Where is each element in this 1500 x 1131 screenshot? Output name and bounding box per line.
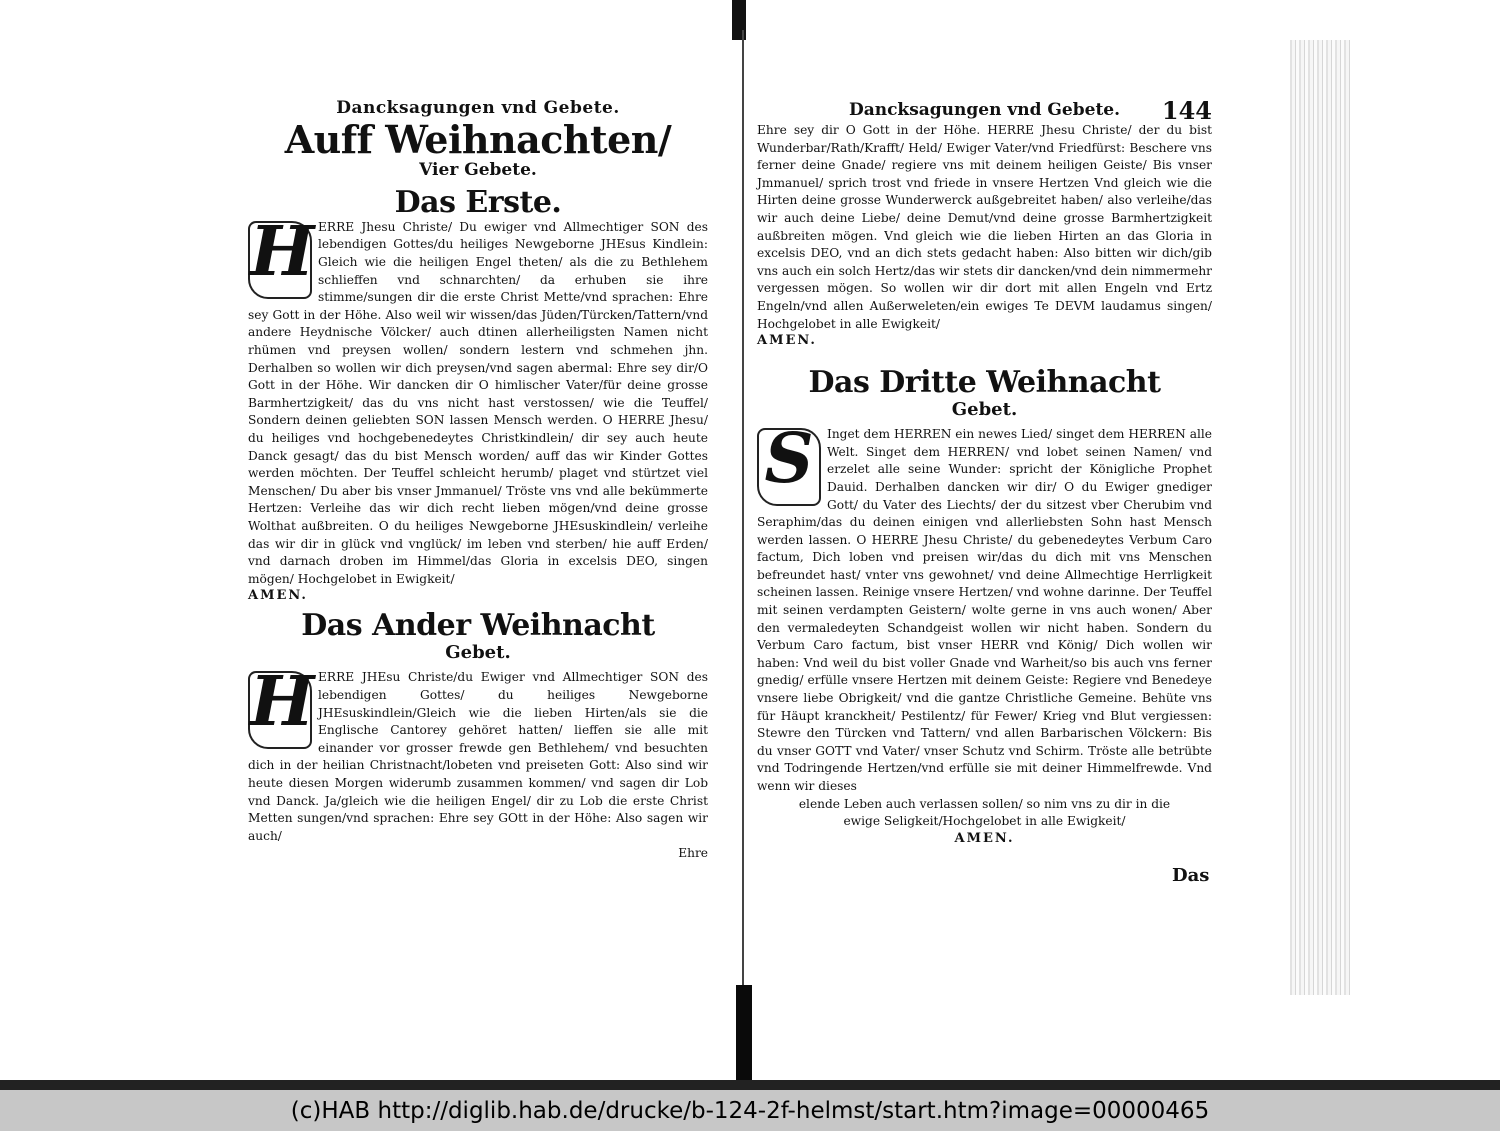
dropcap-initial: H <box>248 221 312 299</box>
closing-line: elende Leben auch verlassen sollen/ so nim vns zu dir in die <box>798 796 1171 811</box>
prayer-subheading: Gebet. <box>445 642 511 664</box>
dropcap-initial: S <box>757 428 821 506</box>
amen: AMEN. <box>954 830 1015 846</box>
catchword: Das <box>1172 865 1210 886</box>
left-page <box>248 98 708 863</box>
prayer-heading: Das Dritte Weihnacht <box>808 365 1161 401</box>
page-number: 144 <box>1161 96 1212 125</box>
prayer-text <box>757 419 1212 795</box>
closing-line: ewige Seligkeit/Hochgelobet in alle Ewigkeit/ <box>843 814 1126 829</box>
right-page <box>757 96 1212 846</box>
prayer-heading: Das Erste. <box>394 184 562 220</box>
running-head-row <box>757 96 1212 125</box>
prayer-heading: Das Ander Weihnacht <box>301 608 655 644</box>
prayer-body: Inget dem HERREN ein newes Lied/ singet dem HERREN alle Welt. Singet dem HERREN/ vnd lobet seinen Namen/ vnd erzelet alle seine Wunder: spricht der Königliche Prophet Dauid. Derhalben dancken wir dir/ O du Ewiger gnediger Gott/ du Vater des Liechts/ der du sitzest vber Cherubim vnd Seraphim/das du deinen einigen vnd allerliebsten Sohn hast Mensch werden lassen. O HERRE Jhesu Christe/ du gebenedeytes Verbum Caro factum, Dich loben vnd preisen wir/das du dich mit vns Menschen befreundet hast/ vnter vns gewohnet/ vnd deine Allmechtige Herrligkeit scheinen lassen. Reinige vnsere Hertzen/ vnd wohne darinne. Der Teuffel mit seinen verdampten Geistern/ wolte gerne in vns auch wonen/ Aber den vermaledeyten Schandgeist wollen wir nicht haben. Sondern du Verbum Caro factum, bist vnser HERR vnd König/ Dich wollen wir haben: Vnd weil du bist voller Gnade vnd Warheit/so bis auch vns ferner gnedig/ erfülle vnsere Hertzen mit deinem Geiste: Regiere vnd Benedeye vnsere liebe Obrigkeit/ vnd die gantze Christliche Gemeine. Behüte vns für Häupt kranckheit/ Pestilentz/ für Fewer/ Krieg vnd Blut vergiessen: Stewre den Türcken vnd Tattern/ vnd allen Barbarischen Völckern: Bis du vnser GOTT vnd Vater/ vnser Schutz vnd Schirm. Tröste alle betrübte vnd Todringende Hertzen/vnd erfülle sie mit deiner Himmelfrewde. Vnd wenn wir dieses <box>757 427 1212 793</box>
amen: AMEN. <box>248 588 308 604</box>
amen: AMEN. <box>757 333 817 349</box>
copyright-caption: (c)HAB http://diglib.hab.de/drucke/b-124-2f-helmst/start.htm?image=00000465 <box>290 1097 1210 1124</box>
scan-bottom-edge <box>0 1080 1500 1090</box>
prayer-text <box>248 211 708 588</box>
copyright-caption-bar <box>0 1090 1500 1131</box>
prayer-body: ERRE JHEsu Christe/du Ewiger vnd Allmechtiger SON des lebendigen Gottes/ du heiliges Newgeborne JHEsuskindlein/Gleich wie die lieben Hirten/als sie die Englische Cantorey gehöret hatten/ lieffen sie alle mit einander vor grosser frewde gen Bethlehem/ vnd besuchten dich in der heilian Christnacht/lobeten vnd preiseten Gott: Also sind wir heute diesen Morgen widerumb zusammen kommen/ vnd sagen dir Lob vnd Danck. Ja/gleich wie die heiligen Engel/ dir zu Lob die erste Christ Metten sungen/vnd sprachen: Ehre sey GOtt in der Höhe: Also sagen wir auch/ <box>248 670 708 843</box>
running-head: Dancksagungen vnd Gebete. <box>848 100 1121 120</box>
running-head: Dancksagungen vnd Gebete. <box>336 98 620 118</box>
catchword: Ehre <box>678 846 708 861</box>
gutter-bottom-mark <box>736 985 752 1080</box>
book-gutter <box>742 30 744 1020</box>
sub-title: Vier Gebete. <box>419 159 537 180</box>
page-edge-texture <box>1290 40 1350 995</box>
main-title: Auff Weihnachten/ <box>284 117 672 162</box>
prayer-text <box>248 662 708 845</box>
prayer-continuation: Ehre sey dir O Gott in der Höhe. HERRE Jhesu Christe/ der du bist Wunderbar/Rath/Krafft/ Held/ Ewiger Vater/vnd Friedfürst: Beschere vns ferner deine Gnade/ regiere vns mit deinem heiligen Geiste/ Bis vnser Jmmanuel/ sprich trost vnd friede in vnsere Hertzen Vnd gleich wie die Hirten deine grosse Wunderwerck außgebreitet haben/ also verleihe/das wir auch deine Liebe/ deine Demut/vnd deine grosse Barmhertzigkeit außbreiten mögen. Vnd gleich wie die lieben Hirten an das Gloria in excelsis DEO, vnd an dich stets gedacht haben: Also bitten wir dich/gib vns auch ein solch Hertz/das wir stets dir dancken/vnd dein nimmermehr vergessen mögen. So wollen wir dir dort mit allen Engeln vnd Ertz Engeln/vnd allen Außerweleten/ein ewiges Te DEVM laudamus singen/ Hochgelobet in alle Ewigkeit/ <box>757 123 1212 331</box>
prayer-body: ERRE Jhesu Christe/ Du ewiger vnd Allmechtiger SON des lebendigen Gottes/du heiliges Newgeborne JHEsus Kindlein: Gleich wie die heiligen Engel theten/ als die zu Bethlehem schlieffen vnd schnarchten/ da erhuben sie ihre stimme/sungen dir die erste Christ Mette/vnd sprachen: Ehre sey Gott in der Höhe. Also weil wir wissen/das Jüden/Türcken/Tattern/vnd andere Heydnische Völcker/ auch dtinen allerheiligsten Namen nicht rhümen vnd preysen wollen/ sondern lestern vnd schmehen jhn. Derhalben so wollen wir dich preysen/vnd sagen abermal: Ehre sey dir/O Gott in der Höhe. Wir dancken dir O himlischer Vater/für deine grosse Barmhertzigkeit/ das du vns nicht hast verstossen/ wie die Teuffel/ Sondern deinen geliebten SON lassen Mensch werden. O HERRE Jhesu/ du heiliges vnd hochgebenedeytes Christkindlein/ dir sey auch heute Danck gesagt/ das du bist Mensch worden/ auff das wir Kinder Gottes werden möchten. Der Teuffel schleicht herumb/ plaget vnd stürtzet viel Menschen/ Du aber bis vnser Jmmanuel/ Tröste vns vnd alle bekümmerte Hertzen: Verleihe das wir dich recht lieben mögen/vnd deine grosse Wolthat außbreiten. O du heiliges Newgeborne JHEsuskindlein/ verleihe das wir dir in glück vnd vnglück/ im leben vnd sterben/ hie auff Erden/ vnd darnach droben im Himmel/das Gloria in excelsis DEO, singen mögen/ Hochgelobet in Ewigkeit/ <box>248 219 708 586</box>
prayer-subheading: Gebet. <box>951 399 1018 421</box>
dropcap-initial: H <box>248 671 312 749</box>
